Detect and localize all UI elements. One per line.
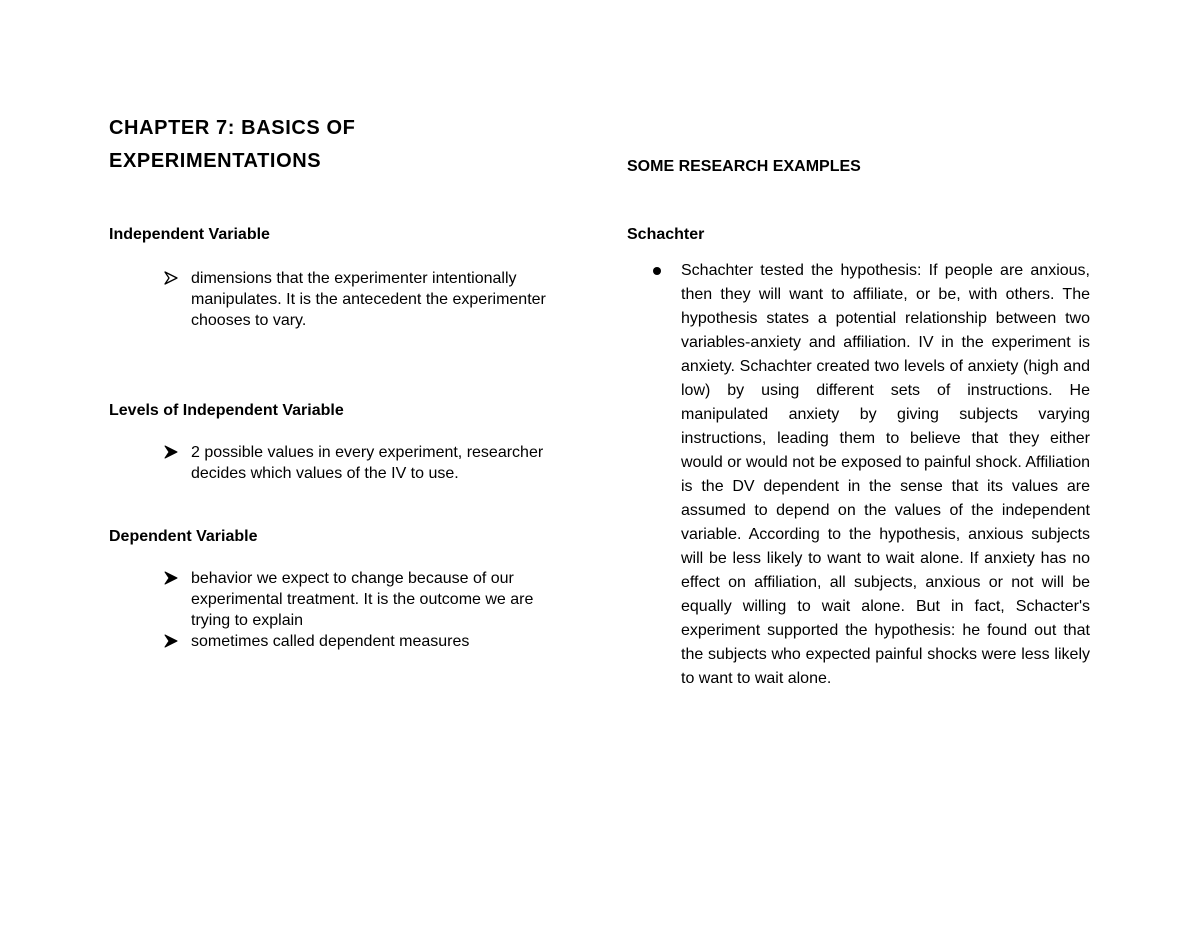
- list-item: [652, 259, 1090, 691]
- list-item-text: behavior we expect to change because of our experimental treatment. It is the outcome we are trying to explain: [191, 570, 534, 629]
- list-item-text: 2 possible values in every experiment, researcher decides which values of the IV to use.: [191, 444, 544, 482]
- heading-schachter: Schachter: [627, 226, 705, 243]
- list-item-text: dimensions that the experimenter intentionally manipulates. It is the antecedent the experimenter chooses to vary.: [191, 270, 546, 329]
- left-column: [109, 112, 579, 650]
- list-item: [164, 631, 564, 652]
- dependent-variable-list: [164, 568, 564, 652]
- arrowhead-bullet-icon: [164, 445, 178, 459]
- list-item: [164, 442, 564, 484]
- arrowhead-bullet-icon: [164, 571, 178, 585]
- round-bullet-icon: [653, 267, 661, 275]
- independent-variable-list: [164, 268, 564, 331]
- list-item: [164, 268, 564, 331]
- heading-independent-variable: Independent Variable: [109, 226, 270, 243]
- heading-dependent-variable: Dependent Variable: [109, 528, 258, 545]
- arrowhead-bullet-icon: [164, 634, 178, 648]
- list-item-text: sometimes called dependent measures: [191, 633, 470, 650]
- chapter-title: CHAPTER 7: BASICS OF EXPERIMENTATIONS: [109, 117, 356, 172]
- heading-levels-of-independent-variable: Levels of Independent Variable: [109, 402, 344, 419]
- arrowhead-bullet-icon: [164, 271, 178, 285]
- list-item: [164, 568, 564, 631]
- section-title-research-examples: SOME RESEARCH EXAMPLES: [627, 158, 861, 175]
- list-item-text: Schachter tested the hypothesis: If people are anxious, then they will want to affiliate, or be, with others. The hypothesis states a potential relationship between two variables-anxiety and affiliation. IV in the experiment is anxiety. Schachter created two levels of anxiety (high and low) by using different sets of instructions. He manipulated anxiety by giving subjects varying instructions, leading them to believe that they either would or would not be exposed to painful shock. Affiliation is the DV dependent in the sense that its values are assumed to depend on the values of the independent variable. According to the hypothesis, anxious subjects will be less likely to want to wait alone. If anxiety has no effect on affiliation, all subjects, anxious or not will be equally willing to wait alone. But in fact, Schacter's experiment supported the hypothesis: he found out that the subjects who expected painful shocks were less likely to want to wait alone.: [681, 262, 1090, 687]
- schachter-list: [652, 259, 1090, 691]
- levels-list: [164, 442, 564, 484]
